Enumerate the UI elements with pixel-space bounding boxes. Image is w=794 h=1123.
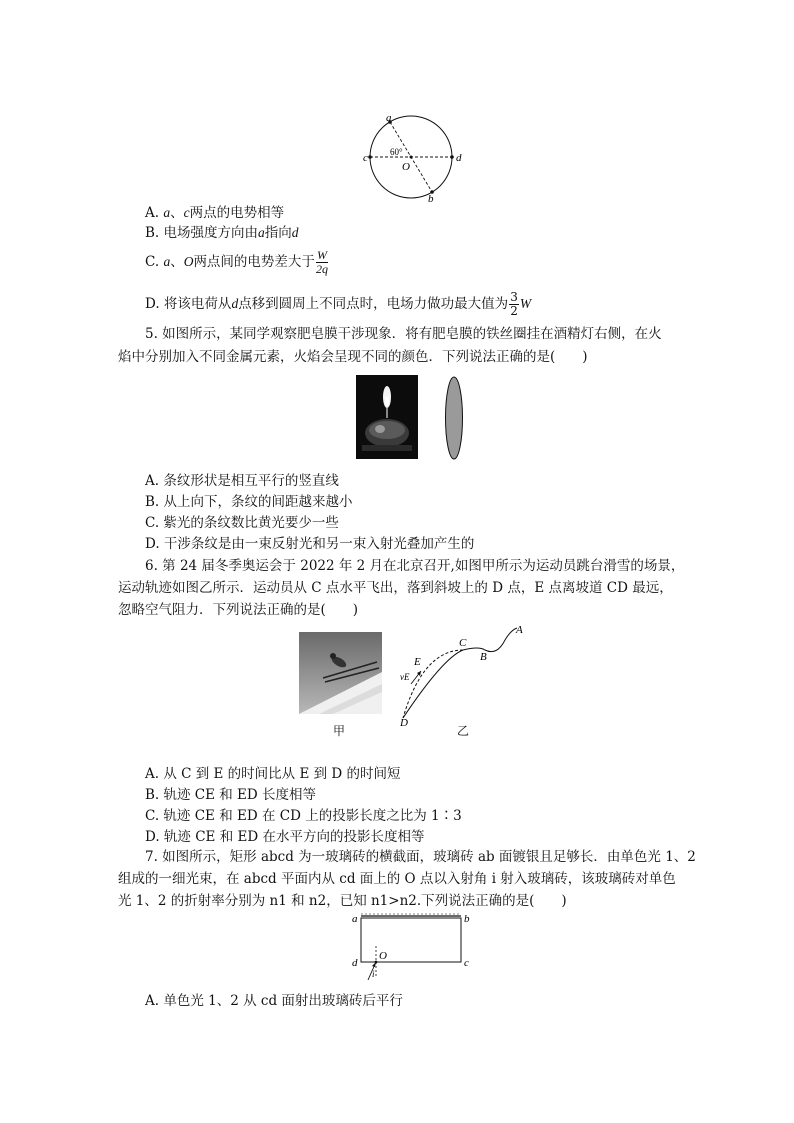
q5-stem-line-2: 焰中分别加入不同金属元素，火焰会呈现不同的颜色．下列说法正确的是( ) (118, 349, 588, 365)
q6-option-b[interactable]: B. 轨迹 CE 和 ED 长度相等 (145, 787, 317, 803)
block-label-d: d (352, 957, 358, 969)
q6-option-d[interactable]: D. 轨迹 CE 和 ED 在水平方向的投影长度相等 (145, 829, 425, 845)
circle-label-o: O (402, 161, 410, 173)
q4-option-b[interactable] (145, 224, 299, 242)
ski-trajectory-figure (393, 622, 533, 727)
var-w: W (519, 296, 532, 311)
alcohol-lamp-photo (356, 375, 418, 459)
option-text: 两点的电势相等 (189, 205, 285, 221)
option-text: 点移到圆周上不同点时，电场力做功最大值为 (238, 296, 509, 312)
option-prefix: B. 电场强度方向由 (145, 225, 259, 241)
q5-option-a[interactable]: A. 条纹形状是相互平行的竖直线 (145, 473, 339, 489)
block-label-o: O (379, 950, 387, 962)
var-d: d (231, 296, 239, 311)
option-prefix: D. 将该电荷从 (145, 296, 232, 312)
soap-film-ring (444, 375, 464, 461)
circle-label-d: d (456, 152, 462, 164)
option-text: 两点间的电势差大于 (193, 254, 315, 270)
traj-label-c: C (459, 637, 467, 649)
fraction-three-halves (509, 291, 519, 318)
var-a: a (258, 225, 265, 240)
q6-stem-line-2: 运动轨迹如图乙所示．运动员从 C 点水平飞出，落到斜坡上的 D 点，E 点离坡道 CD 最远， (118, 580, 673, 596)
q7-stem-line-1: 7. 如图所示，矩形 abcd 为一玻璃砖的横截面，玻璃砖 ab 面镀银且足够长．由单色光 1、2 (145, 849, 696, 865)
option-prefix: A. (145, 205, 164, 221)
q5-option-d[interactable]: D. 干涉条纹是由一束反射光和另一束入射光叠加产生的 (145, 536, 475, 552)
q6-stem-line-1: 6. 第 24 届冬季奥运会于 2022 年 2 月在北京召开,如图甲所示为运动员跳台滑雪的场景， (145, 558, 685, 574)
q7-stem-line-3: 光 1、2 的折射率分别为 n1 和 n2，已知 n1>n2.下列说法正确的是( ) (118, 893, 567, 909)
figure-yi-caption: 乙 (457, 724, 470, 738)
q5-option-b[interactable]: B. 从上向下，条纹的间距越来越小 (145, 494, 353, 510)
q6-stem-line-3: 忽略空气阻力．下列说法正确的是( ) (118, 602, 359, 618)
q4-option-a[interactable] (145, 204, 284, 222)
fraction-denominator: 2q (315, 262, 328, 276)
traj-label-ve: vE (400, 672, 410, 682)
q5-stem-line-1: 5. 如图所示，某同学观察肥皂膜干涉现象．将有肥皂膜的铁丝圈挂在酒精灯右侧，在火 (145, 326, 662, 342)
var-o: O (183, 254, 194, 269)
q7-option-a[interactable]: A. 单色光 1、2 从 cd 面射出玻璃砖后平行 (145, 993, 403, 1009)
block-label-a: a (352, 913, 358, 925)
traj-label-a: A (516, 624, 523, 636)
fraction-numerator: 3 (510, 290, 518, 304)
var-d: d (291, 225, 299, 240)
traj-label-d: D (400, 717, 408, 727)
separator: 、 (170, 254, 184, 270)
option-prefix: C. (145, 254, 164, 270)
fraction-numerator: W (316, 248, 327, 262)
fraction-denominator: 2 (510, 304, 518, 318)
option-text: 指向 (264, 225, 292, 241)
circle-label-c: c (363, 152, 368, 164)
glass-block-figure (346, 906, 476, 986)
q6-option-c[interactable]: C. 轨迹 CE 和 ED 在 CD 上的投影长度之比为 1∶3 (145, 808, 462, 824)
circle-label-a: a (386, 112, 392, 124)
q4-option-d[interactable] (145, 289, 531, 319)
q5-option-c[interactable]: C. 紫光的条纹数比黄光要少一些 (145, 515, 339, 531)
circle-angle-label: 60° (390, 147, 403, 157)
var-c: c (183, 205, 190, 220)
separator: 、 (170, 205, 184, 221)
block-label-c: c (464, 957, 469, 969)
block-label-b: b (464, 913, 470, 925)
var-a: a (163, 205, 171, 220)
q7-stem-line-2: 组成的一细光束，在 abcd 平面内从 cd 面上的 O 点以入射角 i 射入玻璃砖，该玻璃砖对单色 (118, 871, 676, 887)
figure-jia-caption: 甲 (333, 724, 346, 738)
q6-option-a[interactable]: A. 从 C 到 E 的时间比从 E 到 D 的时间短 (145, 766, 401, 782)
circle-label-b: b (428, 193, 434, 204)
circle-field-figure (355, 112, 465, 204)
ski-jump-photo (299, 632, 382, 714)
q4-option-c[interactable] (145, 247, 329, 277)
fraction-w-over-2q (316, 249, 328, 276)
traj-label-b: B (480, 651, 487, 663)
var-a: a (163, 254, 171, 269)
traj-label-e: E (414, 656, 421, 668)
block-label-i: i (372, 969, 375, 979)
